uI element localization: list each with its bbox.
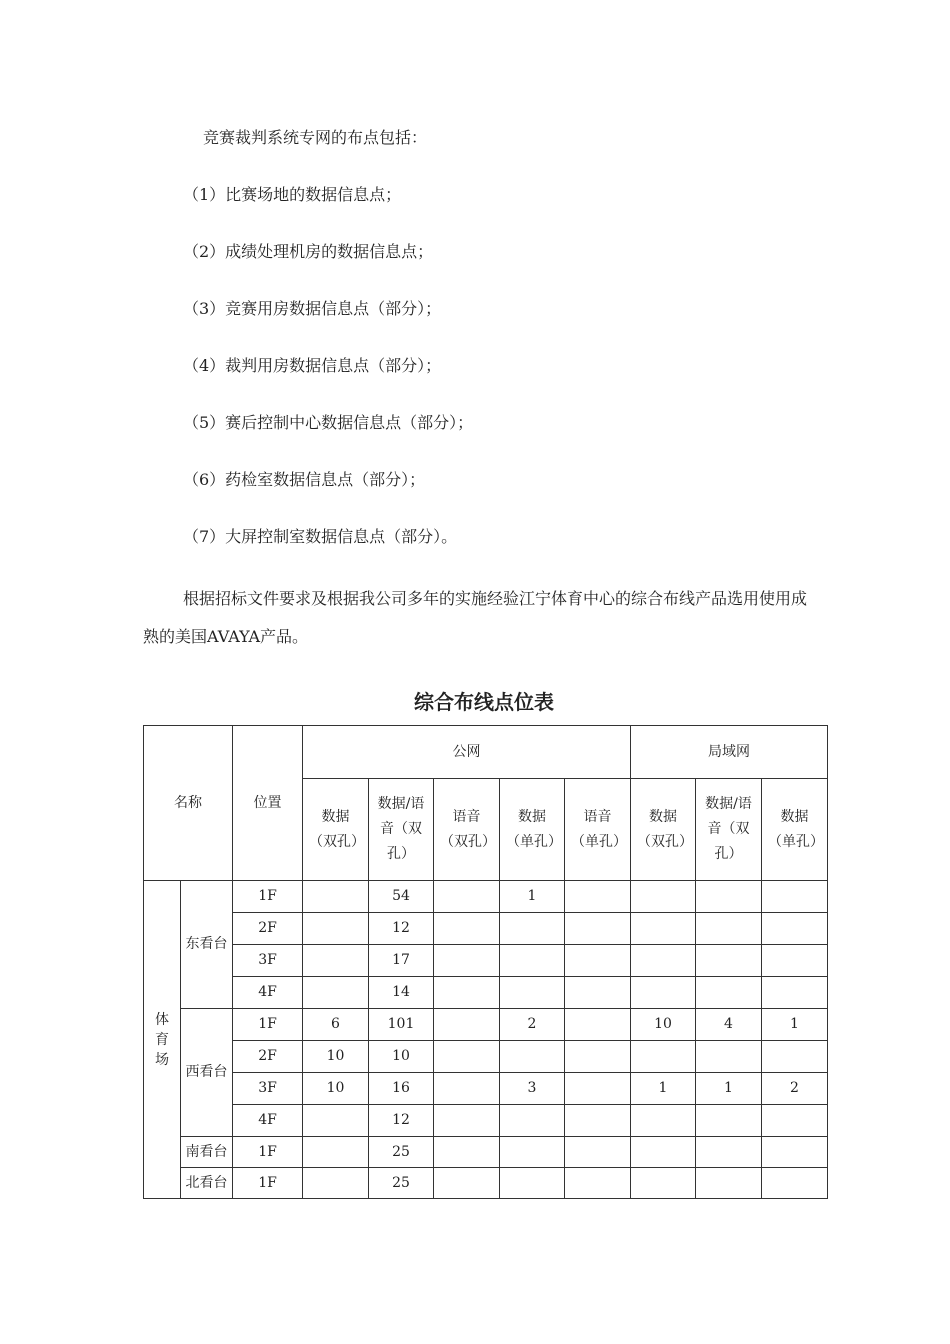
value-cell: 25	[369, 1168, 434, 1199]
value-cell: 10	[369, 1041, 434, 1073]
value-cell	[434, 1073, 500, 1105]
column-header: 语音（双孔）	[434, 779, 500, 881]
value-cell	[434, 913, 500, 945]
value-cell	[565, 1041, 631, 1073]
floor-cell: 2F	[233, 1041, 303, 1073]
value-cell: 6	[303, 1009, 369, 1041]
table-row	[144, 881, 828, 913]
value-cell	[696, 1168, 762, 1199]
value-cell: 17	[369, 945, 434, 977]
value-cell	[696, 1137, 762, 1168]
value-cell	[500, 1105, 565, 1137]
value-cell	[565, 977, 631, 1009]
list-item: （7）大屏控制室数据信息点（部分）。	[183, 527, 458, 546]
value-cell	[500, 1041, 565, 1073]
value-cell	[434, 881, 500, 913]
value-cell	[696, 977, 762, 1009]
value-cell	[434, 945, 500, 977]
floor-cell: 3F	[233, 1073, 303, 1105]
column-header: 数据（双孔）	[631, 779, 696, 881]
value-cell	[696, 945, 762, 977]
list-item: （1）比赛场地的数据信息点；	[183, 185, 402, 204]
table-row	[144, 1168, 828, 1199]
value-cell	[631, 1168, 696, 1199]
floor-cell: 3F	[233, 945, 303, 977]
value-cell	[696, 1105, 762, 1137]
column-header: 数据/语音（双孔）	[369, 779, 434, 881]
value-cell	[500, 945, 565, 977]
value-cell	[500, 1137, 565, 1168]
floor-cell: 1F	[233, 881, 303, 913]
list-item: （3）竞赛用房数据信息点（部分）；	[183, 299, 442, 318]
value-cell	[762, 1105, 828, 1137]
table-row	[144, 1137, 828, 1168]
value-cell	[500, 913, 565, 945]
value-cell	[434, 1137, 500, 1168]
value-cell	[696, 1041, 762, 1073]
stand-cell: 西看台	[181, 1009, 233, 1137]
value-cell	[303, 1168, 369, 1199]
intro-text: 竞赛裁判系统专网的布点包括：	[203, 128, 428, 147]
header-name: 名称	[144, 726, 233, 881]
value-cell	[631, 945, 696, 977]
body-paragraph: 根据招标文件要求及根据我公司多年的实施经验江宁体育中心的综合布线产品选用使用成熟的美国AVAYA产品。	[143, 589, 808, 646]
value-cell: 1	[762, 1009, 828, 1041]
table-row	[144, 913, 828, 945]
value-cell	[303, 881, 369, 913]
value-cell	[631, 913, 696, 945]
value-cell: 2	[762, 1073, 828, 1105]
value-cell	[762, 1137, 828, 1168]
value-cell	[434, 1009, 500, 1041]
column-header: 数据/语音（双孔）	[696, 779, 762, 881]
table-row	[144, 977, 828, 1009]
column-header: 数据（双孔）	[303, 779, 369, 881]
value-cell: 1	[631, 1073, 696, 1105]
value-cell: 10	[303, 1041, 369, 1073]
value-cell	[762, 1041, 828, 1073]
value-cell	[565, 1073, 631, 1105]
table-row	[144, 1073, 828, 1105]
value-cell	[303, 945, 369, 977]
table-title: 综合布线点位表	[414, 690, 554, 714]
list-item: （2）成绩处理机房的数据信息点；	[183, 242, 434, 261]
value-cell: 16	[369, 1073, 434, 1105]
value-cell	[434, 977, 500, 1009]
value-cell	[565, 913, 631, 945]
header-public-network: 公网	[303, 726, 631, 779]
list-item: （6）药检室数据信息点（部分）；	[183, 470, 426, 489]
value-cell	[631, 1041, 696, 1073]
value-cell	[434, 1168, 500, 1199]
value-cell	[303, 977, 369, 1009]
column-header: 数据（单孔）	[762, 779, 828, 881]
value-cell: 1	[500, 881, 565, 913]
value-cell	[500, 977, 565, 1009]
column-header: 数据（单孔）	[500, 779, 565, 881]
stand-cell: 东看台	[181, 881, 233, 1009]
value-cell	[303, 1105, 369, 1137]
table-row	[144, 1105, 828, 1137]
floor-cell: 1F	[233, 1009, 303, 1041]
value-cell	[565, 881, 631, 913]
floor-cell: 1F	[233, 1137, 303, 1168]
value-cell	[631, 1105, 696, 1137]
value-cell: 101	[369, 1009, 434, 1041]
value-cell: 10	[631, 1009, 696, 1041]
value-cell	[762, 913, 828, 945]
value-cell	[762, 881, 828, 913]
table-row	[144, 1009, 828, 1041]
value-cell	[565, 1009, 631, 1041]
column-header: 语音（单孔）	[565, 779, 631, 881]
floor-cell: 2F	[233, 913, 303, 945]
value-cell	[303, 913, 369, 945]
value-cell	[434, 1105, 500, 1137]
value-cell: 10	[303, 1073, 369, 1105]
value-cell: 2	[500, 1009, 565, 1041]
value-cell: 4	[696, 1009, 762, 1041]
value-cell: 25	[369, 1137, 434, 1168]
value-cell: 54	[369, 881, 434, 913]
header-lan: 局域网	[631, 726, 828, 779]
value-cell	[696, 913, 762, 945]
value-cell	[565, 945, 631, 977]
venue-cell: 体育场	[144, 881, 181, 1199]
list-item: （5）赛后控制中心数据信息点（部分）；	[183, 413, 474, 432]
stand-cell: 北看台	[181, 1168, 233, 1199]
value-cell	[762, 945, 828, 977]
value-cell	[565, 1137, 631, 1168]
value-cell: 12	[369, 913, 434, 945]
header-position: 位置	[233, 726, 303, 881]
value-cell: 14	[369, 977, 434, 1009]
floor-cell: 4F	[233, 977, 303, 1009]
value-cell	[303, 1137, 369, 1168]
table-row	[144, 945, 828, 977]
floor-cell: 1F	[233, 1168, 303, 1199]
value-cell	[631, 977, 696, 1009]
cabling-points-table	[143, 725, 828, 1199]
floor-cell: 4F	[233, 1105, 303, 1137]
value-cell	[434, 1041, 500, 1073]
value-cell	[631, 1137, 696, 1168]
stand-cell: 南看台	[181, 1137, 233, 1168]
value-cell	[565, 1168, 631, 1199]
list-item: （4）裁判用房数据信息点（部分）；	[183, 356, 442, 375]
value-cell	[500, 1168, 565, 1199]
value-cell	[565, 1105, 631, 1137]
value-cell	[631, 881, 696, 913]
value-cell: 12	[369, 1105, 434, 1137]
table-row	[144, 1041, 828, 1073]
value-cell	[762, 1168, 828, 1199]
value-cell: 3	[500, 1073, 565, 1105]
value-cell	[696, 881, 762, 913]
value-cell	[762, 977, 828, 1009]
value-cell: 1	[696, 1073, 762, 1105]
